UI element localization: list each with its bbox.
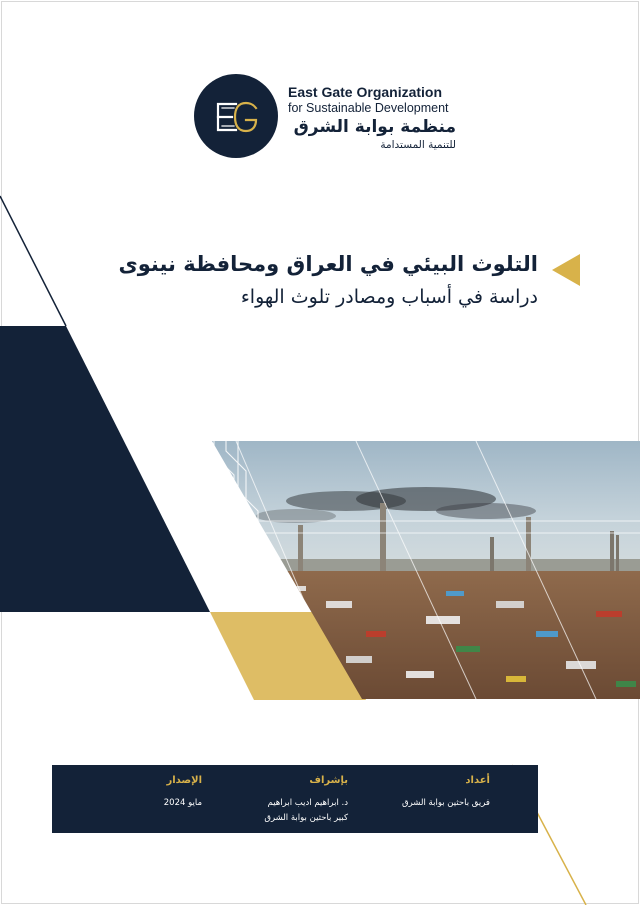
org-name-ar-line2: للتنمية المستدامة	[380, 139, 456, 151]
release-date-text: مايو 2024	[163, 798, 202, 808]
org-name-en-line1: East Gate Organization	[288, 84, 443, 100]
accent-diagonal-line	[0, 196, 66, 326]
release-heading: الإصدار	[166, 775, 202, 786]
supervisor-1-text: د. ابراهيم اديب ابراهيم	[267, 798, 348, 808]
prepared-heading: أعداد	[465, 775, 490, 786]
release-section	[102, 775, 202, 811]
pollution-photo	[126, 441, 640, 699]
org-name-en-line2: for Sustainable Development	[288, 101, 449, 115]
supervision-section	[218, 775, 348, 826]
prepared-by-text: فريق باحثين بوابة الشرق	[402, 798, 490, 808]
supervision-heading: بإشراف	[309, 775, 348, 786]
credits-panel	[52, 765, 538, 833]
report-subtitle: دراسة في أسباب ومصادر تلوث الهواء	[240, 286, 538, 308]
title-triangle-icon	[552, 254, 580, 286]
org-name-ar-line1: منظمة بوابة الشرق	[293, 117, 456, 137]
report-title: التلوث البيئي في العراق ومحافظة نينوى	[118, 252, 538, 276]
prepared-by-section	[350, 775, 490, 811]
supervisor-2-text: كبير باحثين بوابة الشرق	[264, 813, 348, 823]
circuit-pattern	[126, 441, 258, 591]
